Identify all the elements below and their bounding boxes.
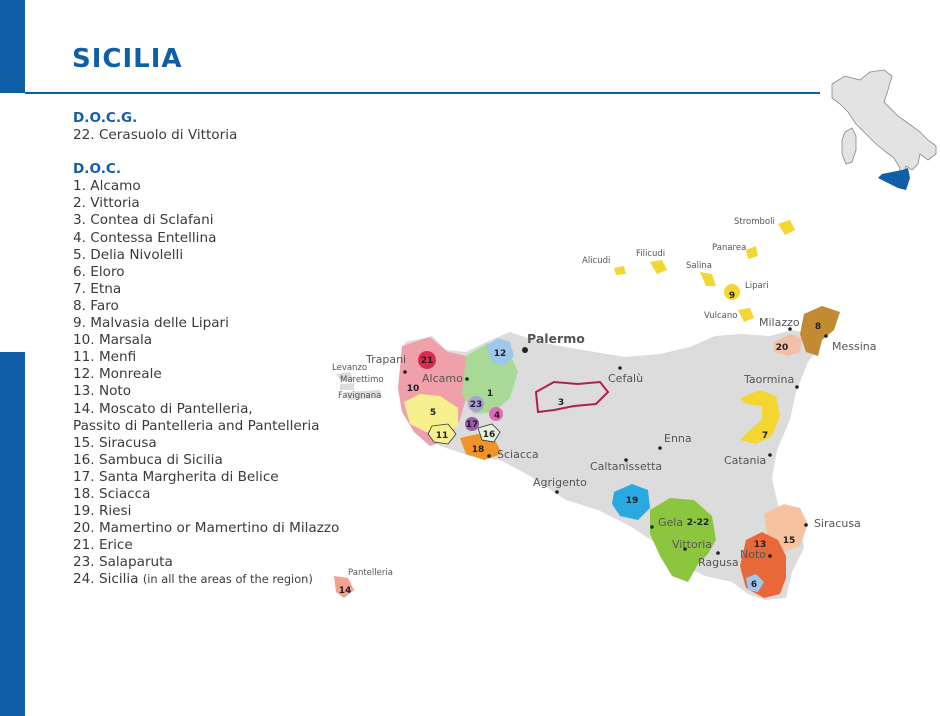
doc-item: 21. Erice bbox=[73, 537, 133, 554]
doc-item: 2. Vittoria bbox=[73, 195, 140, 212]
doc-item: 15. Siracusa bbox=[73, 434, 157, 451]
city-label-taormina: Taormina bbox=[744, 373, 795, 386]
zone-label-2-22: 2-22 bbox=[686, 518, 710, 528]
city-label-siracusa: Siracusa bbox=[814, 517, 861, 530]
doc-item: 8. Faro bbox=[73, 297, 119, 314]
catania-marker bbox=[768, 453, 772, 457]
city-label-milazzo: Milazzo bbox=[759, 316, 800, 329]
doc-item: 20. Mamertino or Mamertino di Milazzo bbox=[73, 520, 340, 537]
zone-label-1: 1 bbox=[486, 389, 494, 399]
island-label-vulcano: Vulcano bbox=[704, 311, 738, 321]
stromboli-island bbox=[778, 220, 795, 235]
island-label-filicudi: Filicudi bbox=[636, 249, 666, 259]
vulcano-island bbox=[738, 308, 754, 322]
island-label-lipari: Lipari bbox=[745, 281, 769, 291]
docg-item: 22. Cerasuolo di Vittoria bbox=[73, 127, 238, 144]
island-label-panarea: Panarea bbox=[712, 243, 747, 253]
palermo-marker bbox=[522, 347, 528, 353]
island-label-favignana: Favignana bbox=[338, 391, 382, 401]
doc-item: 1. Alcamo bbox=[73, 178, 141, 195]
zone-label-20: 20 bbox=[775, 343, 789, 353]
messina-marker bbox=[824, 334, 828, 338]
docg-heading: D.O.C.G. bbox=[73, 110, 138, 126]
doc-item: Passito di Pantelleria and Pantelleria bbox=[73, 417, 320, 434]
doc-item-last: 24. Sicilia (in all the areas of the region) bbox=[73, 571, 313, 588]
alcamo-marker bbox=[465, 377, 469, 381]
island-label-levanzo: Levanzo bbox=[332, 363, 368, 373]
zone-label-4: 4 bbox=[493, 411, 501, 421]
doc-item: 14. Moscato di Pantelleria, bbox=[73, 400, 253, 417]
zone-label-3: 3 bbox=[557, 398, 565, 408]
zone-label-17: 17 bbox=[465, 420, 479, 430]
noto-marker bbox=[768, 554, 772, 558]
city-label-noto: Noto bbox=[740, 548, 767, 561]
city-label-trapani: Trapani bbox=[366, 353, 407, 366]
doc-item: 6. Eloro bbox=[73, 263, 125, 280]
enna-marker bbox=[658, 446, 662, 450]
city-label-palermo: Palermo bbox=[527, 331, 585, 346]
doc-item: 17. Santa Margherita di Belice bbox=[73, 468, 279, 485]
city-label-vittoria: Vittoria bbox=[672, 538, 713, 551]
city-label-enna: Enna bbox=[664, 432, 692, 445]
city-label-ragusa: Ragusa bbox=[698, 556, 739, 569]
doc-item: 10. Marsala bbox=[73, 332, 153, 349]
city-label-sciacca: Sciacca bbox=[497, 448, 539, 461]
zone-label-16: 16 bbox=[482, 430, 496, 440]
sciacca-marker bbox=[487, 454, 491, 458]
gela-marker bbox=[650, 525, 654, 529]
zone-label-13: 13 bbox=[753, 540, 767, 550]
zone-label-18: 18 bbox=[471, 445, 485, 455]
zone-label-14: 14 bbox=[338, 586, 352, 596]
doc-heading: D.O.C. bbox=[73, 161, 122, 178]
city-label-alcamo: Alcamo bbox=[422, 372, 463, 385]
island-label-stromboli: Stromboli bbox=[734, 217, 775, 227]
italy-inset-map bbox=[832, 70, 936, 190]
doc-item: 18. Sciacca bbox=[73, 485, 151, 502]
doc-item: 7. Etna bbox=[73, 280, 122, 297]
island-label-marettimo: Marettimo bbox=[340, 375, 384, 385]
salina-island bbox=[700, 272, 716, 286]
cefalu-marker bbox=[618, 366, 622, 370]
island-label-pantelleria: Pantelleria bbox=[348, 568, 393, 578]
ragusa-marker bbox=[716, 551, 720, 555]
doc-item: 19. Riesi bbox=[73, 503, 132, 520]
zone-label-19: 19 bbox=[625, 496, 639, 506]
panarea-island bbox=[746, 246, 758, 259]
doc-item: 3. Contea di Sclafani bbox=[73, 212, 214, 229]
doc-item: 23. Salaparuta bbox=[73, 554, 173, 571]
siracusa-marker bbox=[804, 523, 808, 527]
zone-label-12: 12 bbox=[493, 349, 507, 359]
doc-item: 11. Menfi bbox=[73, 349, 137, 366]
agrigento-marker bbox=[555, 490, 559, 494]
zone-label-9: 9 bbox=[728, 291, 736, 301]
zone-label-15: 15 bbox=[782, 536, 796, 546]
doc-item: 4. Contessa Entellina bbox=[73, 229, 217, 246]
filicudi-island bbox=[650, 260, 667, 274]
zone-label-8: 8 bbox=[814, 322, 822, 332]
city-label-cefalu: Cefalù bbox=[608, 372, 644, 385]
island-label-alicudi: Alicudi bbox=[582, 256, 611, 266]
city-label-caltanissetta: Caltanissetta bbox=[590, 460, 663, 473]
zone-label-11: 11 bbox=[435, 431, 449, 441]
trapani-marker bbox=[403, 370, 407, 374]
zone-label-7: 7 bbox=[761, 431, 769, 441]
zone-label-10: 10 bbox=[406, 384, 420, 394]
zone-label-23: 23 bbox=[469, 400, 483, 410]
doc-item: 13. Noto bbox=[73, 383, 132, 400]
city-label-messina: Messina bbox=[832, 340, 877, 353]
sicily-highlight bbox=[878, 168, 910, 190]
doc-item: 16. Sambuca di Sicilia bbox=[73, 451, 223, 468]
taormina-marker bbox=[795, 385, 799, 389]
zone-label-5: 5 bbox=[429, 408, 437, 418]
alicudi-island bbox=[614, 266, 626, 275]
island-label-salina: Salina bbox=[686, 261, 712, 271]
doc-item: 9. Malvasia delle Lipari bbox=[73, 315, 229, 332]
doc-item: 5. Delia Nivolelli bbox=[73, 246, 184, 263]
zone-label-21: 21 bbox=[420, 356, 434, 366]
doc-item: 12. Monreale bbox=[73, 366, 162, 383]
city-label-catania: Catania bbox=[724, 454, 767, 467]
city-label-gela: Gela bbox=[658, 516, 684, 529]
sardinia bbox=[842, 128, 856, 164]
city-label-agrigento: Agrigento bbox=[533, 476, 587, 489]
zone-label-6: 6 bbox=[750, 580, 758, 590]
page-title: SICILIA bbox=[72, 44, 183, 74]
